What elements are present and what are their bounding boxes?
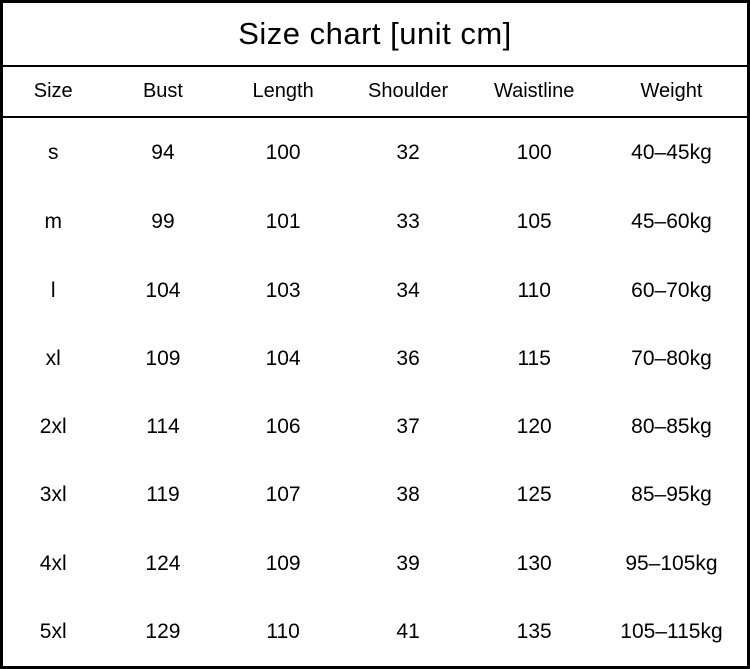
- size-cell: l: [50, 278, 56, 302]
- header-waistline: Waistline: [472, 67, 596, 117]
- table-row: [3, 598, 747, 666]
- waistline-cell: 110: [517, 278, 551, 302]
- shoulder-cell: 38: [396, 483, 420, 507]
- table-row: [3, 461, 747, 529]
- size-cell: m: [44, 210, 62, 234]
- bust-cell: 124: [145, 551, 181, 575]
- bust-cell: 94: [151, 141, 175, 165]
- weight-cell: 95–105kg: [625, 551, 718, 575]
- bust-cell: 129: [145, 619, 181, 643]
- table-row: [3, 529, 747, 597]
- size-table: [3, 67, 747, 666]
- weight-cell: 105–115kg: [620, 619, 723, 643]
- bust-cell: 104: [145, 278, 181, 302]
- table-row: [3, 325, 747, 393]
- bust-cell: 119: [146, 483, 180, 507]
- length-cell: 103: [265, 278, 301, 302]
- weight-cell: 40–45kg: [631, 141, 712, 165]
- table-row: [3, 256, 747, 324]
- shoulder-cell: 37: [396, 415, 420, 439]
- table-row: [3, 393, 747, 461]
- shoulder-cell: 36: [396, 346, 420, 370]
- length-cell: 110: [266, 619, 300, 643]
- header-size: Size: [3, 67, 103, 117]
- size-cell: 2xl: [39, 415, 67, 439]
- size-cell: 4xl: [39, 551, 67, 575]
- table-header-row: [3, 67, 747, 117]
- weight-cell: 70–80kg: [631, 346, 712, 370]
- length-cell: 106: [265, 415, 301, 439]
- shoulder-cell: 39: [396, 551, 420, 575]
- waistline-cell: 130: [516, 551, 552, 575]
- waistline-cell: 120: [516, 415, 552, 439]
- length-cell: 104: [265, 346, 301, 370]
- waistline-cell: 135: [516, 619, 552, 643]
- size-cell: 5xl: [39, 619, 67, 643]
- length-cell: 109: [265, 551, 301, 575]
- waistline-cell: 100: [516, 141, 552, 165]
- bust-cell: 109: [145, 346, 181, 370]
- bust-cell: 99: [151, 210, 175, 234]
- bust-cell: 114: [146, 415, 180, 439]
- length-cell: 100: [265, 141, 301, 165]
- waistline-cell: 105: [516, 210, 552, 234]
- size-cell: xl: [45, 346, 61, 370]
- weight-cell: 45–60kg: [631, 210, 712, 234]
- header-bust: Bust: [103, 67, 222, 117]
- chart-title: Size chart [unit cm]: [3, 3, 747, 67]
- waistline-cell: 115: [517, 346, 551, 370]
- weight-cell: 60–70kg: [631, 278, 712, 302]
- header-shoulder: Shoulder: [344, 67, 473, 117]
- length-cell: 101: [265, 210, 301, 234]
- shoulder-cell: 33: [396, 210, 420, 234]
- shoulder-cell: 32: [396, 141, 420, 165]
- header-length: Length: [222, 67, 343, 117]
- header-weight: Weight: [596, 67, 747, 117]
- length-cell: 107: [265, 483, 301, 507]
- weight-cell: 80–85kg: [631, 415, 712, 439]
- size-cell: 3xl: [39, 483, 67, 507]
- shoulder-cell: 34: [396, 278, 420, 302]
- weight-cell: 85–95kg: [631, 483, 712, 507]
- table-row: [3, 117, 747, 188]
- waistline-cell: 125: [516, 483, 552, 507]
- shoulder-cell: 41: [396, 619, 420, 643]
- size-cell: s: [47, 141, 59, 165]
- table-row: [3, 188, 747, 256]
